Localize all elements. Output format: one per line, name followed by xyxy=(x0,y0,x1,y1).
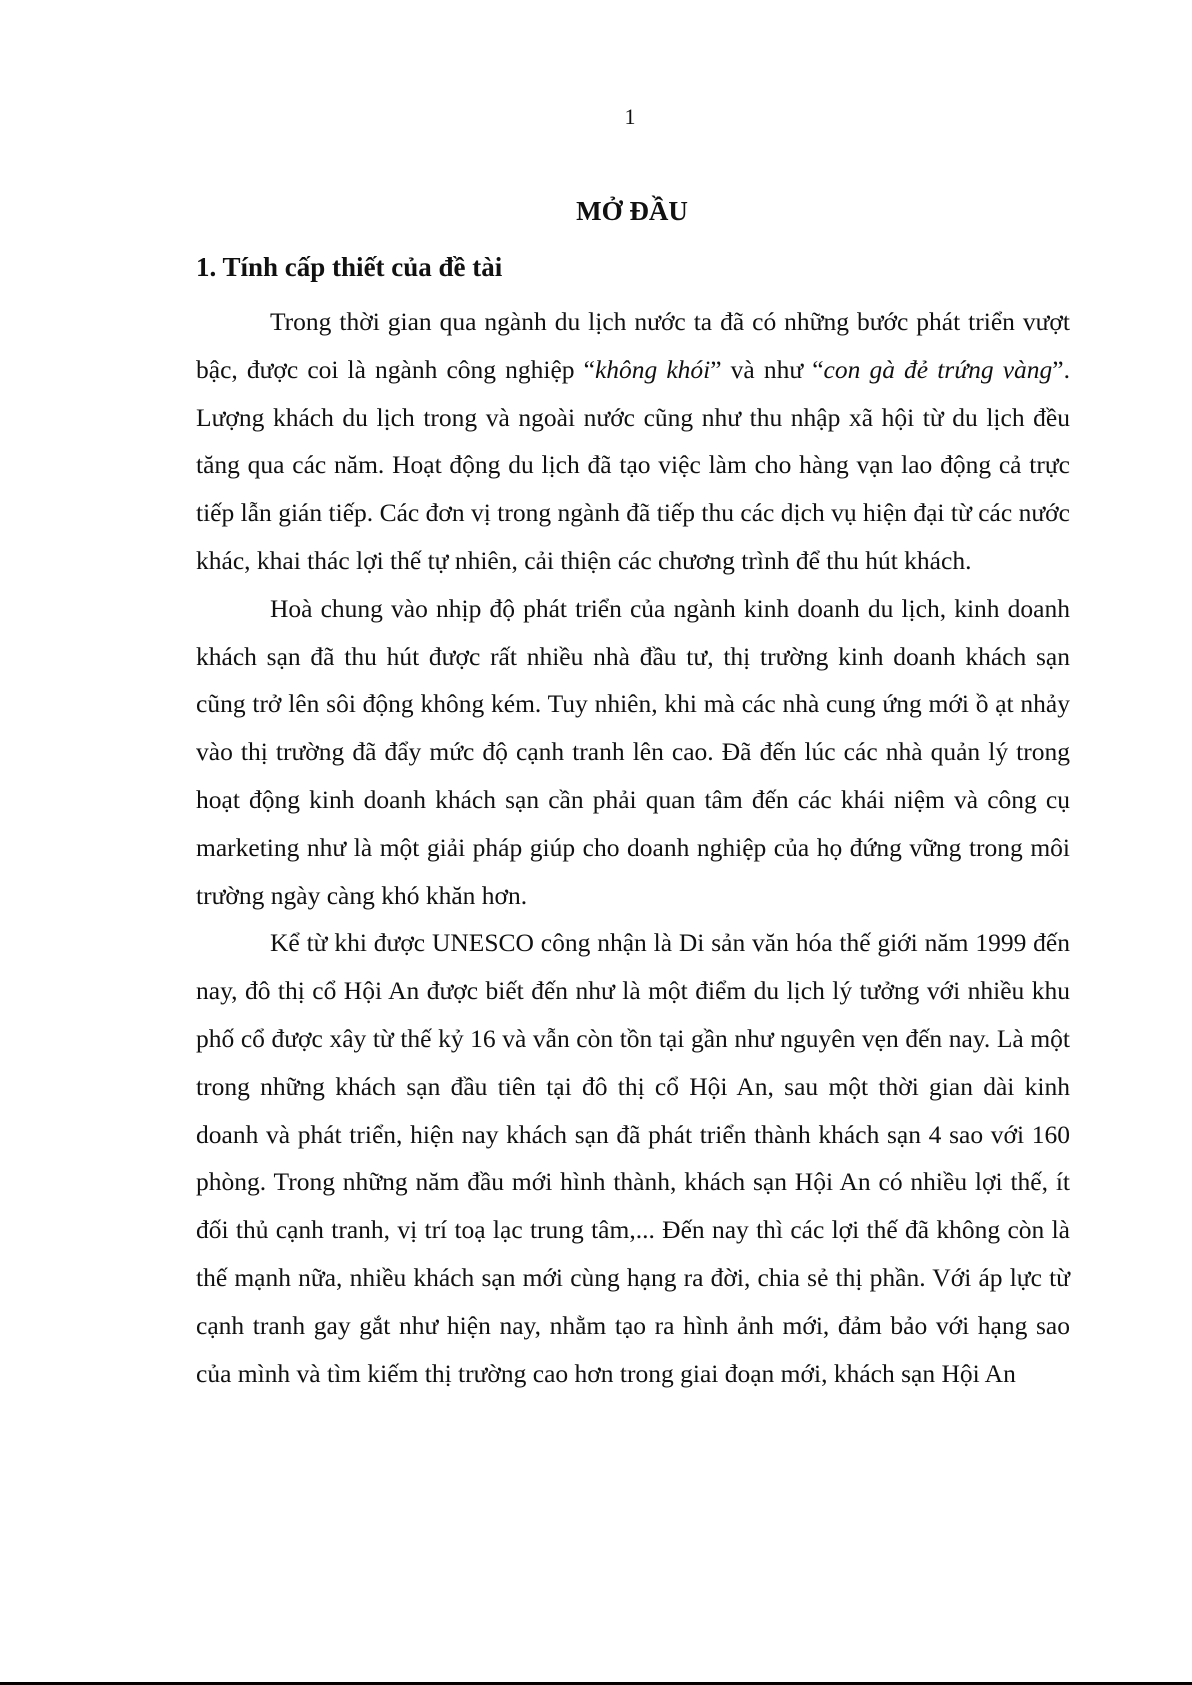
body-text xyxy=(196,298,1070,1397)
paragraph-1-text-b: ” và như “ xyxy=(710,354,824,384)
paragraph-1-italic-b: con gà đẻ trứng vàng xyxy=(823,354,1053,384)
section-heading: 1. Tính cấp thiết của đề tài xyxy=(196,252,503,282)
paragraph-1-italic-a: không khói xyxy=(594,354,711,384)
paragraph-2: Hoà chung vào nhịp độ phát triển của ngành kinh doanh du lịch, kinh doanh khách sạn đã thu hút được rất nhiều nhà đầu tư, thị trường kinh doanh khách sạn cũng trở lên sôi động không kém. Tuy nhiên, khi mà các nhà cung ứng mới ồ ạt nhảy vào thị trường đã đẩy mức độ cạnh tranh lên cao. Đã đến lúc các nhà quản lý trong hoạt động kinh doanh khách sạn cần phải quan tâm đến các khái niệm và công cụ marketing như là một giải pháp giúp cho doanh nghiệp của họ đứng vững trong môi trường ngày càng khó khăn hơn. xyxy=(196,593,1070,910)
page-number: 1 xyxy=(624,104,636,129)
paragraph-3: Kể từ khi được UNESCO công nhận là Di sản văn hóa thế giới năm 1999 đến nay, đô thị cổ Hội An được biết đến như là một điểm du lịch lý tưởng với nhiều khu phố cổ được xây từ thế kỷ 16 và vẫn còn tồn tại gần như nguyên vẹn đến nay. Là một trong những khách sạn đầu tiên tại đô thị cổ Hội An, sau một thời gian dài kinh doanh và phát triển, hiện nay khách sạn đã phát triển thành khách sạn 4 sao với 160 phòng. Trong những năm đầu mới hình thành, khách sạn Hội An có nhiều lợi thế, ít đối thủ cạnh tranh, vị trí toạ lạc trung tâm,... Đến nay thì các lợi thế đã không còn là thế mạnh nữa, nhiều khách sạn mới cùng hạng ra đời, chia sẻ thị phần. Với áp lực từ cạnh tranh gay gắt như hiện nay, nhằm tạo ra hình ảnh mới, đảm bảo với hạng sao của mình và tìm kiếm thị trường cao hơn trong giai đoạn mới, khách sạn Hội An xyxy=(196,928,1070,1388)
paragraph-1-text-a: Trong thời gian qua ngành du lịch nước ta đã có những bước phát triển vượt bậc, được coi là ngành công nghiệp “ xyxy=(196,307,1070,384)
paragraph-1 xyxy=(196,298,1070,585)
chapter-title: MỞ ĐẦU xyxy=(576,196,688,226)
paragraph-1-text-c: ”. Lượng khách du lịch trong và ngoài nước cũng như thu nhập xã hội từ du lịch đều tăng qua các năm. Hoạt động du lịch đã tạo việc làm cho hàng vạn lao động cả trực tiếp lẫn gián tiếp. Các đơn vị trong ngành đã tiếp thu các dịch vụ hiện đại từ các nước khác, khai thác lợi thế tự nhiên, cải thiện các chương trình để thu hút khách. xyxy=(196,354,1070,575)
